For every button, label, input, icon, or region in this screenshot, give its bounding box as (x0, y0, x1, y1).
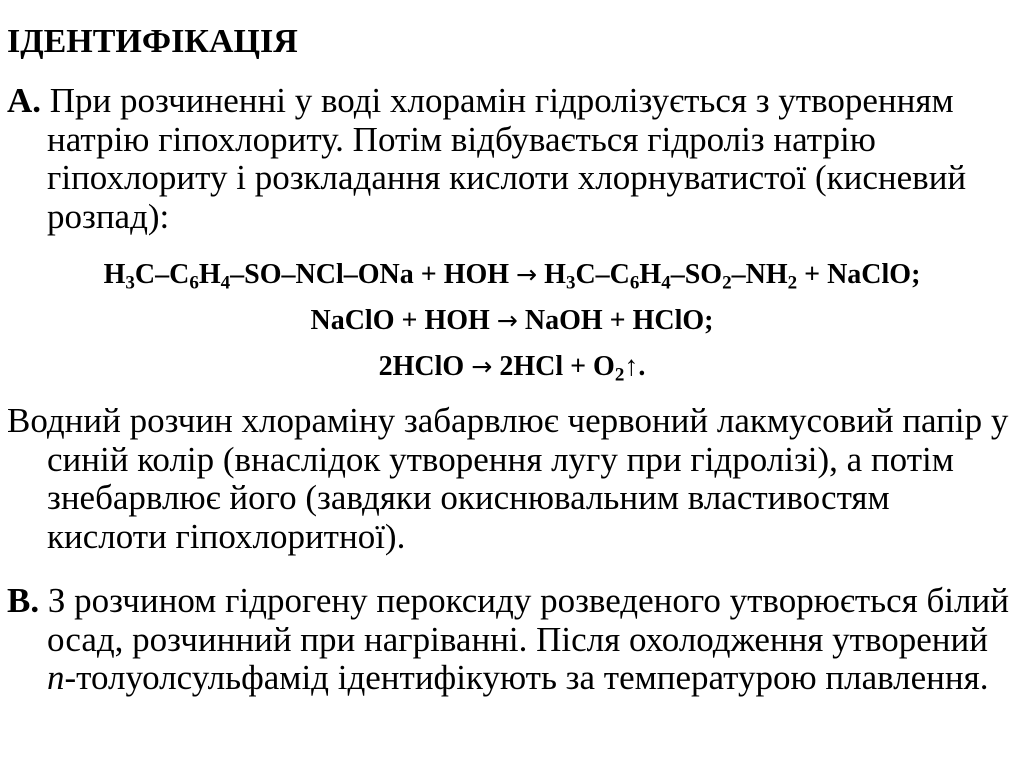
section-b-text: З розчином гідрогену пероксиду розведеного утворюється білий осад, розчинний при нагріванні. Після охолодження утворений (39, 581, 1009, 659)
eq1-part: –NH (731, 259, 788, 290)
eq1-part: H (537, 259, 566, 290)
reaction-arrow-icon: → (471, 352, 493, 381)
equation-chloramine-hydrolysis (0, 258, 1024, 292)
reaction-arrow-icon: → (516, 260, 538, 289)
reaction-arrow-icon: → (496, 306, 518, 335)
eq1-subscript: 2 (722, 272, 732, 294)
section-b-text: -толуолсульфамід ідентифікують за температурою плавлення. (64, 658, 989, 697)
eq2-right: NaOH + HClO; (517, 305, 714, 336)
eq1-part: H (198, 259, 221, 290)
eq3-left: 2HClO (378, 351, 472, 382)
eq1-subscript: 3 (125, 272, 135, 294)
eq1-subscript: 4 (661, 272, 671, 294)
eq1-part: H (639, 259, 662, 290)
eq1-subscript: 4 (220, 272, 231, 294)
eq1-subscript: 3 (565, 272, 576, 294)
eq1-part: –SO–NCl–ONa + HOH (230, 259, 517, 290)
eq3-subscript: 2 (614, 364, 625, 386)
eq1-part: C–C (575, 259, 630, 290)
eq1-part: C–C (134, 259, 190, 290)
eq1-part: H (103, 259, 126, 290)
eq1-subscript: 6 (189, 272, 199, 294)
eq1-subscript: 6 (629, 272, 640, 294)
section-a-marker: А. (7, 81, 42, 120)
eq1-subscript: 2 (787, 272, 798, 294)
eq3-right: 2HCl + O (492, 351, 615, 382)
section-a-text: При розчиненні у воді хлорамін гідролізується з утворенням натрію гіпохлориту. Потім відбувається гідроліз натрію гіпохлориту і розкладання кислоти хлорнуватистої (кисневий розпад): (41, 81, 967, 236)
eq1-part: –SO (670, 259, 723, 290)
litmus-paragraph: Водний розчин хлораміну забарвлює червоний лакмусовий папір у синій колір (внаслідок утворення лугу при гідролізі), а потім знебарвлює його (завдяки окиснювальним властивостям кислоти гіпохлоритної). (7, 401, 1009, 556)
eq3-tail: ↑. (624, 351, 646, 382)
section-b-marker: В. (7, 581, 40, 620)
eq1-part: + NaClO; (797, 259, 921, 290)
eq2-left: NaClO + HOH (310, 305, 497, 336)
section-b-italic: n (47, 658, 65, 697)
page-title: ІДЕНТИФІКАЦІЯ (7, 23, 298, 60)
section-a-paragraph (7, 82, 1014, 236)
equation-hypochlorite-hydrolysis (0, 304, 1024, 338)
section-b-paragraph (7, 582, 1014, 698)
equation-hclo-decomposition (0, 350, 1024, 384)
